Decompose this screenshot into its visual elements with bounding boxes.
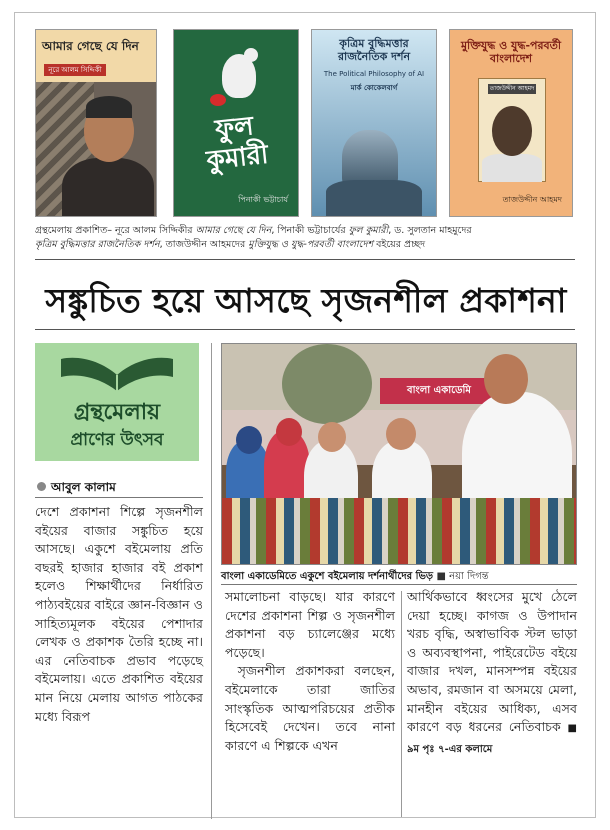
portrait-man-icon [492,106,532,156]
bullet-icon [37,482,46,491]
headline: সঙ্কুচিত হয়ে আসছে সৃজনশীল প্রকাশনা [45,281,567,320]
portrait-body [62,158,154,217]
article-column-2 [225,588,395,755]
book-cover-ai-political-philosophy [311,29,437,217]
divider [221,584,577,585]
book-title: আমার গেছে যে দিন [42,39,139,53]
book-cover-muktijuddho [449,29,573,217]
rat-ear [244,48,258,62]
cover-caption: গ্রন্থমেলায় প্রকাশিত– নূরে আলম সিদ্দিকীর আমার গেছে যে দিন, পিনাকী ভট্টাচার্যের ফুল কুমারী, ড. সুলতান মাহমুদের কৃত্রিম বুদ্ধিমত্তার রাজনৈতিক দর্শন, তাজউদ্দীন আহমদের মুক্তিযুদ্ধ ও যুদ্ধ-পরবর্তী বাংলাদেশ বইয়ের প্রচ্ছদ [35,225,472,250]
visitor-head [236,426,262,454]
book-title: ফুল কুমারী [205,111,270,176]
column-divider [401,591,402,817]
author-name: আবুল কালাম [51,480,116,494]
open-book-icon [59,351,175,393]
book-subtitle: The Political Philosophy of AI [323,70,425,78]
robot-body [326,180,422,217]
divider [35,329,575,330]
photo-caption: বাংলা একাডেমিতে একুশে বইমেলায় দর্শনার্থীদের ভিড় ■ নয়া দিগন্ত [221,571,489,582]
newspaper-page [14,12,596,818]
visitor-head [386,418,416,450]
section-logo [35,343,199,461]
book-label: তাজউদ্দীন আহমদ [489,85,535,92]
book-author: তাজউদ্দীন আহমদ [502,194,562,204]
divider [35,259,575,260]
paragraph: দেশে প্রকাশনা শিল্পে সৃজনশীল বইয়ের বাজার সঙ্কুচিত হয়ে আসছে। একুশে বইমেলায় প্রতি বছরই হাজার হাজার বই প্রকাশ হলেও শিক্ষার্থীদের নির্ধারিত পাঠ্যবইয়ের বাইরে জ্ঞান-বিজ্ঞান ও সাহিত্যমূলক বইয়ের পেশাদার লেখক ও প্রকাশক তৈরি হচ্ছে না। এর নেতিবাচক প্রভাব পড়েছে বইমেলায়। এতে প্রকাশিত বইয়ের মান নিয়ে মেলায় আগত পাঠকের মধ্যে বিরূপ [35,504,203,724]
divider [35,497,203,498]
tree [282,344,372,424]
visitor-head [318,422,346,452]
photo-source: ■ নয়া দিগন্ত [436,571,489,582]
paragraph: আর্থিকভাবে ধ্বংসের মুখে ঠেলে দেয়া হচ্ছে। কাগজ ও উপাদান খরচ বৃদ্ধি, অস্বাভাবিক স্টল ভাড়া ও অব্যবস্থাপনা, পাইরেটেড বইয়ে বাজার দখল, মানসম্পন্ন বইয়ের অভাব, রমজান বা অসময়ে মেলা, মানহীন বইয়ের আধিক্য, এসব কারণে বড় ধরনের নেতিবাচক ■ ৯ম পৃঃ ৭-এর কলামে [407,589,577,755]
continued-jump: ■ ৯ম পৃঃ ৭-এর কলামে [407,723,577,755]
article-column-1 [35,503,203,726]
column-divider [211,343,212,819]
book-title: কৃত্রিম বুদ্ধিমত্তার রাজনৈতিক দর্শন [337,37,411,63]
article-column-3 [407,588,577,759]
book-cover-amar-gechhe-je-din [35,29,157,217]
photo-banner: বাংলা একাডেমি [380,378,498,404]
book-stall [222,498,576,564]
book-fair-photo [221,343,577,565]
book-author: পিনাকী ভট্টাচার্য [238,194,288,204]
section-logo-line2: প্রাণের উৎসব [70,430,164,450]
red-splash [210,94,226,106]
paragraph: সমালোচনা বাড়ছে। যার কারণে দেশের প্রকাশনা শিল্প ও সৃজনশীল প্রকাশনা বড় চ্যালেঞ্জের মধ্যে পড়েছে। [225,589,395,660]
section-logo-line1: গ্রন্থমেলায় [73,400,161,425]
book-author: মার্ক কোকেলবার্গ [350,84,398,92]
visitor-head [484,354,528,404]
portrait-hair [86,96,132,118]
paragraph: সৃজনশীল প্রকাশকরা বলছেন, বইমেলাকে তারা জাতির সাংস্কৃতিক আত্মপরিচয়ের প্রতীক হিসেবেই দেখেন। তবে নানা কারণে এ শিল্পকে এখন [225,663,395,753]
book-cover-ful-kumari [173,29,299,217]
byline [37,479,116,499]
book-author: নূরে আলম সিদ্দিকী [44,64,106,76]
portrait-shirt [482,154,542,182]
visitor-head [276,418,302,446]
book-title: মুক্তিযুদ্ধ ও যুদ্ধ-পরবর্তী বাংলাদেশ [460,39,562,65]
